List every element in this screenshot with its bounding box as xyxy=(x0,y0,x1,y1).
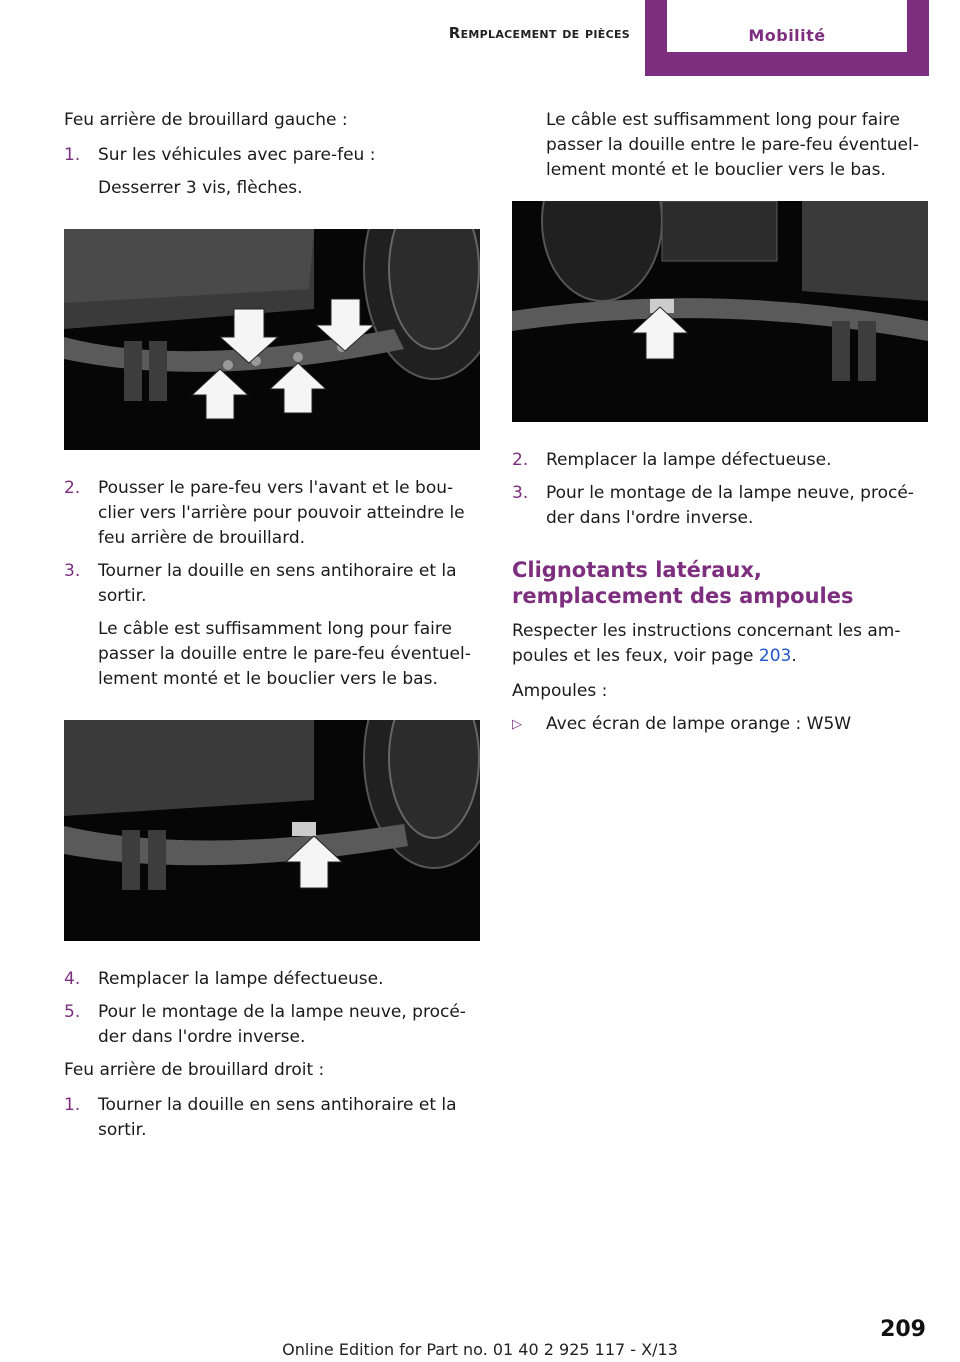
triangle-bullet-icon: ▷ xyxy=(512,717,522,732)
right-column xyxy=(512,108,928,745)
bulbs-label: Ampoules : xyxy=(512,681,608,701)
step-number: 5. xyxy=(64,1002,81,1022)
step-number: 1. xyxy=(64,1095,81,1115)
bullet-item xyxy=(512,712,928,737)
step-text: Remplacer la lampe défectueuse. xyxy=(98,969,384,989)
section-heading: Clignotants latéraux, remplacement des ampoules xyxy=(512,558,854,608)
bumper-screws-illustration xyxy=(64,229,480,450)
paragraph-text: Respecter les instructions concernant les ampoules et les feux, voir page xyxy=(512,621,901,666)
step-note: Le câble est suffisamment long pour faire passer la douille entre le pare-feu éventuellement monté et le bouclier vers le bas. xyxy=(98,619,471,689)
step-number: 2. xyxy=(64,478,81,498)
step-text: Tourner la douille en sens antihoraire et la sortir. xyxy=(98,561,457,606)
footer-edition: Online Edition for Part no. 01 40 2 925 117 - X/13 xyxy=(282,1340,678,1359)
figure-socket-right xyxy=(512,201,928,422)
socket-right-illustration xyxy=(512,201,928,422)
step-number: 3. xyxy=(64,561,81,581)
list-item xyxy=(64,1000,480,1050)
page-reference-link[interactable]: 203 xyxy=(758,646,792,666)
step-number: 4. xyxy=(64,969,81,989)
left-fog-intro: Feu arrière de brouillard gauche : xyxy=(64,110,348,130)
header-tab-label: Mobilité xyxy=(667,0,907,52)
step-text: Pour le montage de la lampe neuve, procéder dans l'ordre inverse. xyxy=(98,1002,466,1047)
step-note: Desserrer 3 vis, flèches. xyxy=(98,178,303,198)
step-text: Remplacer la lampe défectueuse. xyxy=(546,450,832,470)
step-text: Sur les véhicules avec pare-feu : xyxy=(98,145,376,165)
header-section-title: Remplacement de pièces xyxy=(448,24,630,42)
paragraph-end: . xyxy=(791,646,797,666)
socket-illustration xyxy=(64,720,480,941)
step-number: 1. xyxy=(64,145,81,165)
right-fog-intro: Feu arrière de brouillard droit : xyxy=(64,1060,325,1080)
figure-three-screws xyxy=(64,229,480,450)
list-item xyxy=(64,143,480,168)
list-item xyxy=(512,481,928,531)
step-text: Tourner la douille en sens antihoraire et la sortir. xyxy=(98,1095,457,1140)
list-item xyxy=(64,476,480,551)
instructions-paragraph xyxy=(512,619,928,669)
figure-socket-left xyxy=(64,720,480,941)
left-column xyxy=(64,108,480,1151)
list-item xyxy=(64,1093,480,1143)
header-tab xyxy=(645,0,929,76)
step-text: Pour le montage de la lampe neuve, procéder dans l'ordre inverse. xyxy=(546,483,914,528)
list-item xyxy=(64,559,480,609)
bullet-text: Avec écran de lampe orange : W5W xyxy=(546,714,852,734)
list-item xyxy=(64,967,480,992)
list-item xyxy=(512,448,928,473)
step-note: Le câble est suffisamment long pour faire passer la douille entre le pare-feu éventuellement monté et le bouclier vers le bas. xyxy=(546,110,919,180)
step-number: 3. xyxy=(512,483,529,503)
step-number: 2. xyxy=(512,450,529,470)
step-text: Pousser le pare-feu vers l'avant et le bouclier vers l'arrière pour pouvoir atteindre le feu arrière de brouillard. xyxy=(98,478,465,548)
page-number: 209 xyxy=(880,1317,926,1342)
